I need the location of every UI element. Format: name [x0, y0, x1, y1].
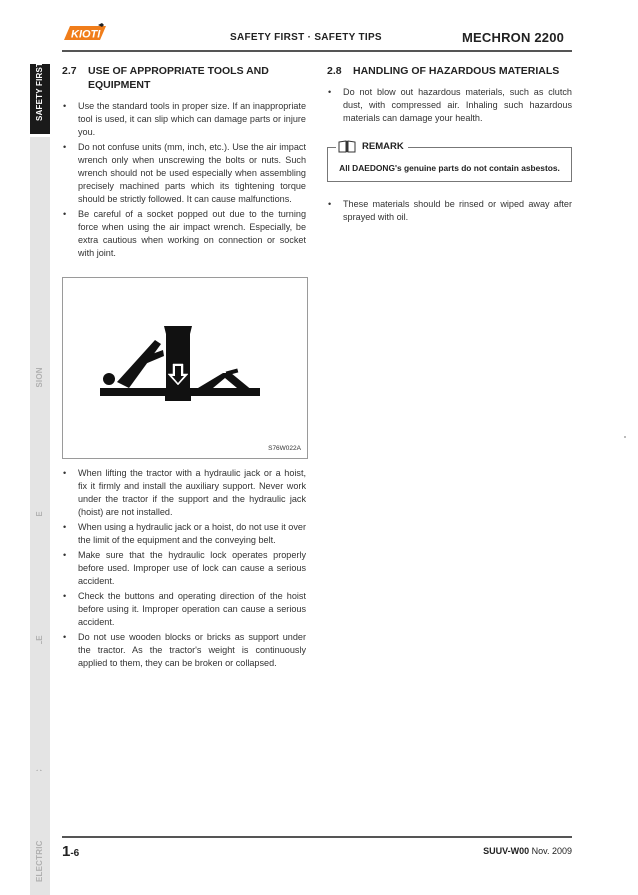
- list-item: • These materials should be rinsed or wiped away after sprayed with oil.: [327, 198, 572, 224]
- tab-label: SAFETY FIRST: [35, 61, 44, 121]
- page-speck: [624, 436, 626, 438]
- section-number: 2.7: [62, 65, 77, 77]
- page-sub: -6: [70, 848, 80, 859]
- bullet-list-jack: [62, 467, 306, 670]
- list-item: • Make sure that the hydraulic lock operates properly before used. Improper use of lock can cause a serious accident.: [62, 549, 306, 588]
- section-heading-2-8: [327, 64, 572, 78]
- tab-label: ELECTRIC: [35, 840, 44, 882]
- header-model-name: MECHRON 2200: [462, 30, 565, 45]
- list-item: • Be careful of a socket popped out due to the turning force when using the air impact wrench. Especially, be extra cautious when working on connection or socket with joint.: [62, 208, 306, 260]
- bullet-list-rinse: [327, 198, 572, 224]
- left-column: [62, 64, 306, 672]
- bullet-list-hazardous: [327, 86, 572, 125]
- list-item: • When lifting the tractor with a hydraulic jack or a hoist, fix it firmly and install the auxiliary support. Never work under the tractor if the support and the hydraulic jack (hoist) are not installed.: [62, 467, 306, 519]
- page-chapter: 1: [62, 843, 71, 860]
- logo-text: KIOTI: [71, 28, 101, 41]
- remark-text: All DAEDONG's genuine parts do not contain asbestos.: [339, 163, 560, 173]
- list-item: • When using a hydraulic jack or a hoist, do not use it over the limit of the equipment and the conveying belt.: [62, 521, 306, 547]
- list-item: • Do not use wooden blocks or bricks as support under the tractor. As the tractor's weight is continuously applied to them, they can be broken or collapsed.: [62, 631, 306, 670]
- bullet-list-tools: [62, 100, 306, 260]
- list-item: • Use the standard tools in proper size. If an inappropriate tool is used, it can slip which can damage parts or injure you.: [62, 100, 306, 139]
- figure-label: S76W022A: [268, 445, 301, 452]
- remark-header: [336, 140, 408, 153]
- header-section-title: SAFETY FIRST · SAFETY TIPS: [230, 32, 382, 43]
- right-column: [327, 64, 572, 226]
- section-title: HANDLING OF HAZARDOUS MATERIALS: [353, 65, 560, 77]
- remark-title: REMARK: [362, 141, 404, 152]
- warning-figure: [62, 277, 308, 459]
- document-code: [483, 846, 572, 856]
- crush-hazard-pictogram: [63, 278, 307, 458]
- list-item: • Do not blow out hazardous materials, such as clutch dust, with compressed air. Inhaling such hazardous materials can damage your health.: [327, 86, 572, 125]
- list-item: • Check the buttons and operating direction of the hoist before using it. Improper operation can cause a serious accident.: [62, 590, 306, 629]
- footer-rule: [62, 836, 572, 838]
- remark-box: [327, 141, 572, 182]
- doc-date: Nov. 2009: [531, 846, 572, 856]
- open-book-icon: [338, 140, 356, 153]
- doc-code: SUUV-W00: [483, 846, 530, 856]
- section-heading-2-7: [62, 64, 306, 92]
- section-title: USE OF APPROPRIATE TOOLS AND EQUIPMENT: [88, 65, 269, 91]
- section-number: 2.8: [327, 65, 342, 77]
- list-item: • Do not confuse units (mm, inch, etc.). Use the air impact wrench only when unscrewing the bolts or nuts. Such wrench should not be used especially when assembling precisely machined parts which its tightening torque should be strictly followed. It can cause malfunctions.: [62, 141, 306, 206]
- tab-electric[interactable]: [30, 771, 50, 895]
- page-number: [62, 843, 79, 861]
- header-rule: [62, 50, 572, 52]
- tab-safety-first[interactable]: [30, 61, 50, 134]
- kioti-logo: [62, 23, 108, 43]
